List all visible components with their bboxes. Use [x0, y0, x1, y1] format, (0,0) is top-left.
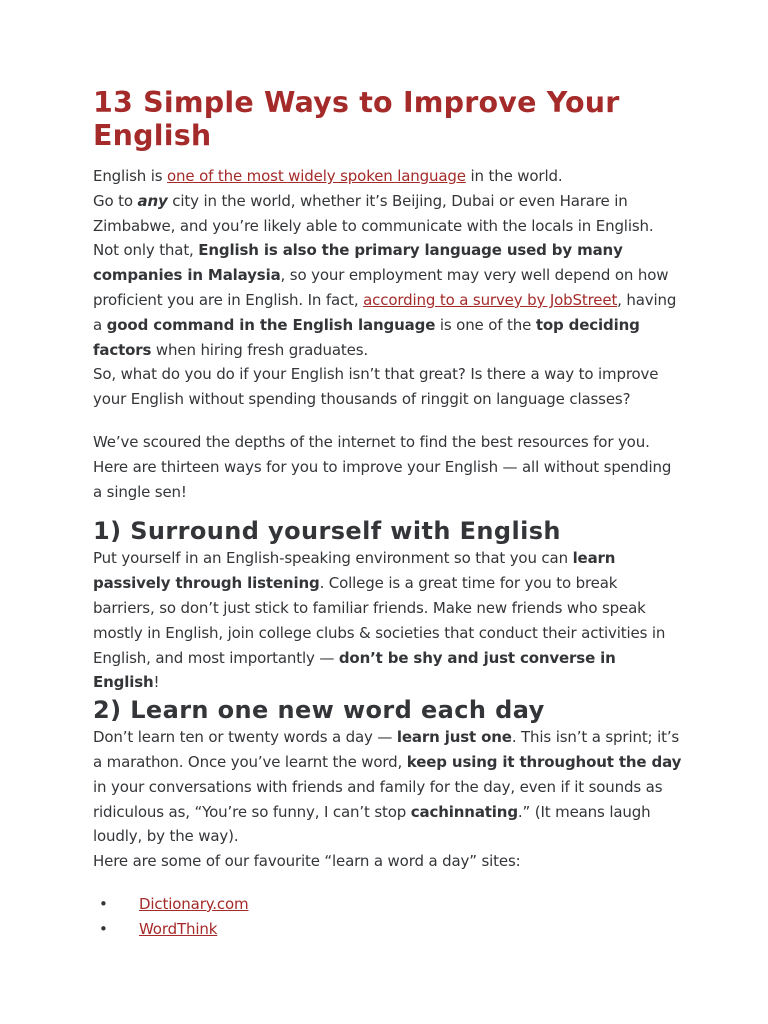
- intro-text: , having a: [93, 290, 677, 334]
- article: [93, 86, 683, 942]
- body-text: . College is a great time for you to break barriers, so don’t just stick to familiar friends. Make new friends who speak mostly in English, join college clubs & societies that conduct their activities in English, and most importantly —: [93, 574, 666, 667]
- body-text: Put yourself in an English-speaking environment so that you can: [93, 549, 573, 568]
- bold-text: learn just one: [396, 728, 512, 747]
- widely-spoken-link[interactable]: one of the most widely spoken language: [167, 167, 466, 185]
- spacer: [93, 412, 683, 430]
- body-text: !: [153, 673, 160, 692]
- bold-text: cachinnating: [410, 802, 518, 821]
- bullet-icon: •: [99, 894, 108, 913]
- intro-text: , so your employment may very well depend on how proficient you are in English. In fact,: [93, 266, 669, 309]
- sites-intro: Here are some of our favourite “learn a word a day” sites:: [93, 852, 521, 871]
- intro-text: when hiring fresh graduates.: [151, 340, 369, 359]
- section-2-heading: 2) Learn one new word each day: [93, 696, 545, 725]
- body-text: . This isn’t a sprint; it’s a marathon. Once you’ve learnt the word,: [93, 728, 680, 771]
- intro-text: city in the world, whether it’s Beijing, Dubai or even Harare in Zimbabwe, and you’re likely able to communicate with the locals in English.: [93, 191, 654, 235]
- intro-paragraph-5: We’ve scoured the depths of the internet to find the best resources for you. Here are thirteen ways for you to improve your English — all without spending a single sen!: [93, 432, 672, 501]
- intro-text: in the world.: [465, 167, 563, 185]
- body-text: .” (It means laugh loudly, by the way).: [93, 802, 651, 846]
- bold-text: keep using it throughout the day: [406, 752, 682, 771]
- emphasis-any: any: [137, 191, 168, 210]
- intro-paragraph-3: [93, 238, 683, 362]
- section-2-paragraph: [93, 725, 683, 849]
- page-title: 13 Simple Ways to Improve Your English: [93, 86, 620, 152]
- body-text: in your conversations with friends and family for the day, even if it sounds as ridiculous as, “You’re so funny, I can’t stop: [93, 777, 663, 821]
- list-item: [93, 917, 683, 942]
- section-1-paragraph: [93, 546, 683, 695]
- bullet-icon: •: [99, 919, 108, 938]
- body-text: Don’t learn ten or twenty words a day —: [93, 728, 397, 747]
- intro-text: is one of the: [435, 315, 536, 334]
- intro-text: Go to: [93, 191, 138, 210]
- bold-text: top deciding factors: [93, 315, 640, 359]
- dictionary-com-link[interactable]: Dictionary.com: [139, 894, 249, 913]
- intro-paragraph-2: [93, 189, 683, 239]
- spacer: [93, 504, 683, 516]
- bold-text: good command in the English language: [106, 315, 436, 334]
- intro-text: English is: [93, 167, 168, 185]
- wordthink-link[interactable]: WordThink: [139, 919, 218, 938]
- bold-text: English is also the primary language used by many companies in Malaysia: [93, 241, 623, 285]
- intro-paragraph-1: [93, 164, 683, 189]
- jobstreet-survey-link[interactable]: according to a survey by JobStreet: [363, 290, 618, 309]
- list-item: [93, 892, 683, 917]
- bold-text: don’t be shy and just converse in English: [93, 648, 616, 692]
- section-1-heading: 1) Surround yourself with English: [93, 517, 561, 546]
- word-a-day-sites-list: [93, 892, 683, 942]
- intro-text: Not only that,: [93, 241, 199, 260]
- bold-text: learn passively through listening: [93, 549, 616, 593]
- intro-paragraph-4: So, what do you do if your English isn’t that great? Is there a way to improve your English without spending thousands of ringgit on language classes?: [93, 365, 659, 409]
